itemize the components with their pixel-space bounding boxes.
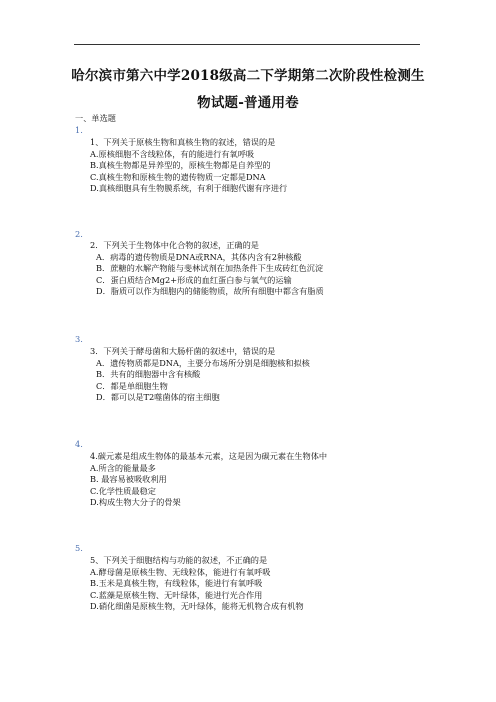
option-c: C．蛋白质结合Mg2+形成的血红蛋白参与氧气的运输 bbox=[96, 274, 292, 285]
option-c: C．都是单细胞生物 bbox=[96, 380, 168, 391]
option-d: D．都可以是T2噬菌体的宿主细胞 bbox=[96, 392, 220, 403]
question-block bbox=[90, 137, 430, 195]
option-c: C.化学性质最稳定 bbox=[90, 485, 156, 496]
option-a: A．遗传物质都是DNA，主要分布场所分别是细胞核和拟核 bbox=[96, 357, 310, 368]
option-b: B．共有的细胞器中含有核酸 bbox=[96, 369, 201, 380]
question-number: 5. bbox=[75, 543, 83, 553]
question-number: 4. bbox=[75, 439, 83, 449]
option-d: D．脂质可以作为细胞内的储能物质，故所有细胞中都含有脂质 bbox=[96, 286, 324, 297]
option-c: C.蓝藻是原核生物、无叶绿体，能进行光合作用 bbox=[90, 589, 263, 600]
section-heading: 一、单选题 bbox=[75, 113, 116, 123]
question-stem: 1、下列关于原核生物和真核生物的叙述，错误的是 bbox=[90, 137, 276, 147]
question-block bbox=[90, 555, 430, 613]
question-block bbox=[90, 240, 430, 298]
option-d: D.硝化细菌是原核生物，无叶绿体，能将无机物合成有机物 bbox=[90, 601, 304, 612]
question-number: 2. bbox=[75, 229, 83, 239]
option-c: C.真核生物和原核生物的遗传物质一定都是DNA bbox=[90, 171, 266, 182]
option-b: B. 最容易被吸收利用 bbox=[90, 474, 167, 485]
option-a: A.酵母菌是原核生物、无线粒体，能进行有氧呼吸 bbox=[90, 566, 271, 577]
question-stem: 2．下列关于生物体中化合物的叙述，正确的是 bbox=[90, 240, 259, 250]
doc-title-line1: 哈尔滨市第六中学2018级高二下学期第二次阶段性检测生 bbox=[71, 68, 425, 84]
question-number: 3. bbox=[75, 334, 83, 344]
question-stem: 5、下列关于细胞结构与功能的叙述，不正确的是 bbox=[90, 555, 268, 565]
option-b: B.真核生物都是异养型的，原核生物都是自养型的 bbox=[90, 160, 271, 171]
doc-title-line2: 物试题-普通用卷 bbox=[197, 95, 299, 111]
option-b: B．蔗糖的水解产物能与斐林试剂在加热条件下生成砖红色沉淀 bbox=[96, 263, 324, 274]
header-rule bbox=[74, 44, 420, 45]
question-block bbox=[90, 451, 430, 509]
question-block bbox=[90, 346, 430, 404]
option-d: D.真核细胞具有生物膜系统，有利于细胞代谢有序进行 bbox=[90, 183, 288, 194]
option-a: A．病毒的遗传物质是DNA或RNA，其体内含有2种核酸 bbox=[96, 251, 302, 262]
option-b: B.玉米是真核生物，有线粒体，能进行有氧呼吸 bbox=[90, 578, 263, 589]
question-number: 1. bbox=[75, 125, 83, 135]
question-stem: 3．下列关于酵母菌和大肠杆菌的叙述中，错误的是 bbox=[90, 346, 276, 356]
option-a: A.所含的能量最多 bbox=[90, 462, 156, 473]
option-d: D.构成生物大分子的骨架 bbox=[90, 497, 181, 508]
question-stem: 4.碳元素是组成生物体的最基本元素，这是因为碳元素在生物体中 bbox=[90, 451, 328, 461]
option-a: A.原核细胞不含线粒体，有的能进行有氧呼吸 bbox=[90, 148, 255, 159]
